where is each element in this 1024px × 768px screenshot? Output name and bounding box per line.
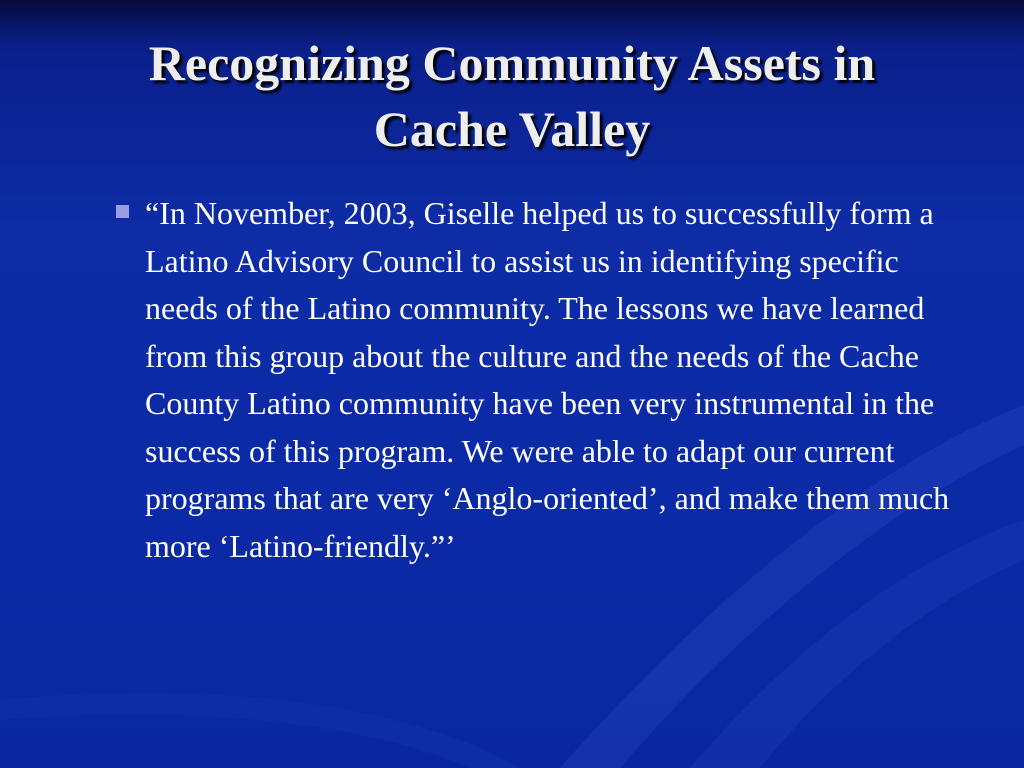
bullet-text: “In November, 2003, Giselle helped us to successfully form a Latino Advisory Council to assist us in identifying specific needs of the Latino community. The lessons we have learned from this group about the culture and the needs of the Cache County Latino community have been very instrumental in the success of this program. We were able to adapt our current programs that are very ‘Anglo-oriented’, and make them much more ‘Latino-friendly.”’ [145, 195, 950, 564]
bullet-item [112, 190, 972, 570]
slide-title-line-1: Recognizing Community Assets in [148, 35, 876, 91]
square-bullet-icon [116, 205, 129, 218]
bullet-list [112, 190, 972, 570]
slide-title [60, 30, 964, 162]
slide-title-line-2: Cache Valley [373, 101, 651, 157]
